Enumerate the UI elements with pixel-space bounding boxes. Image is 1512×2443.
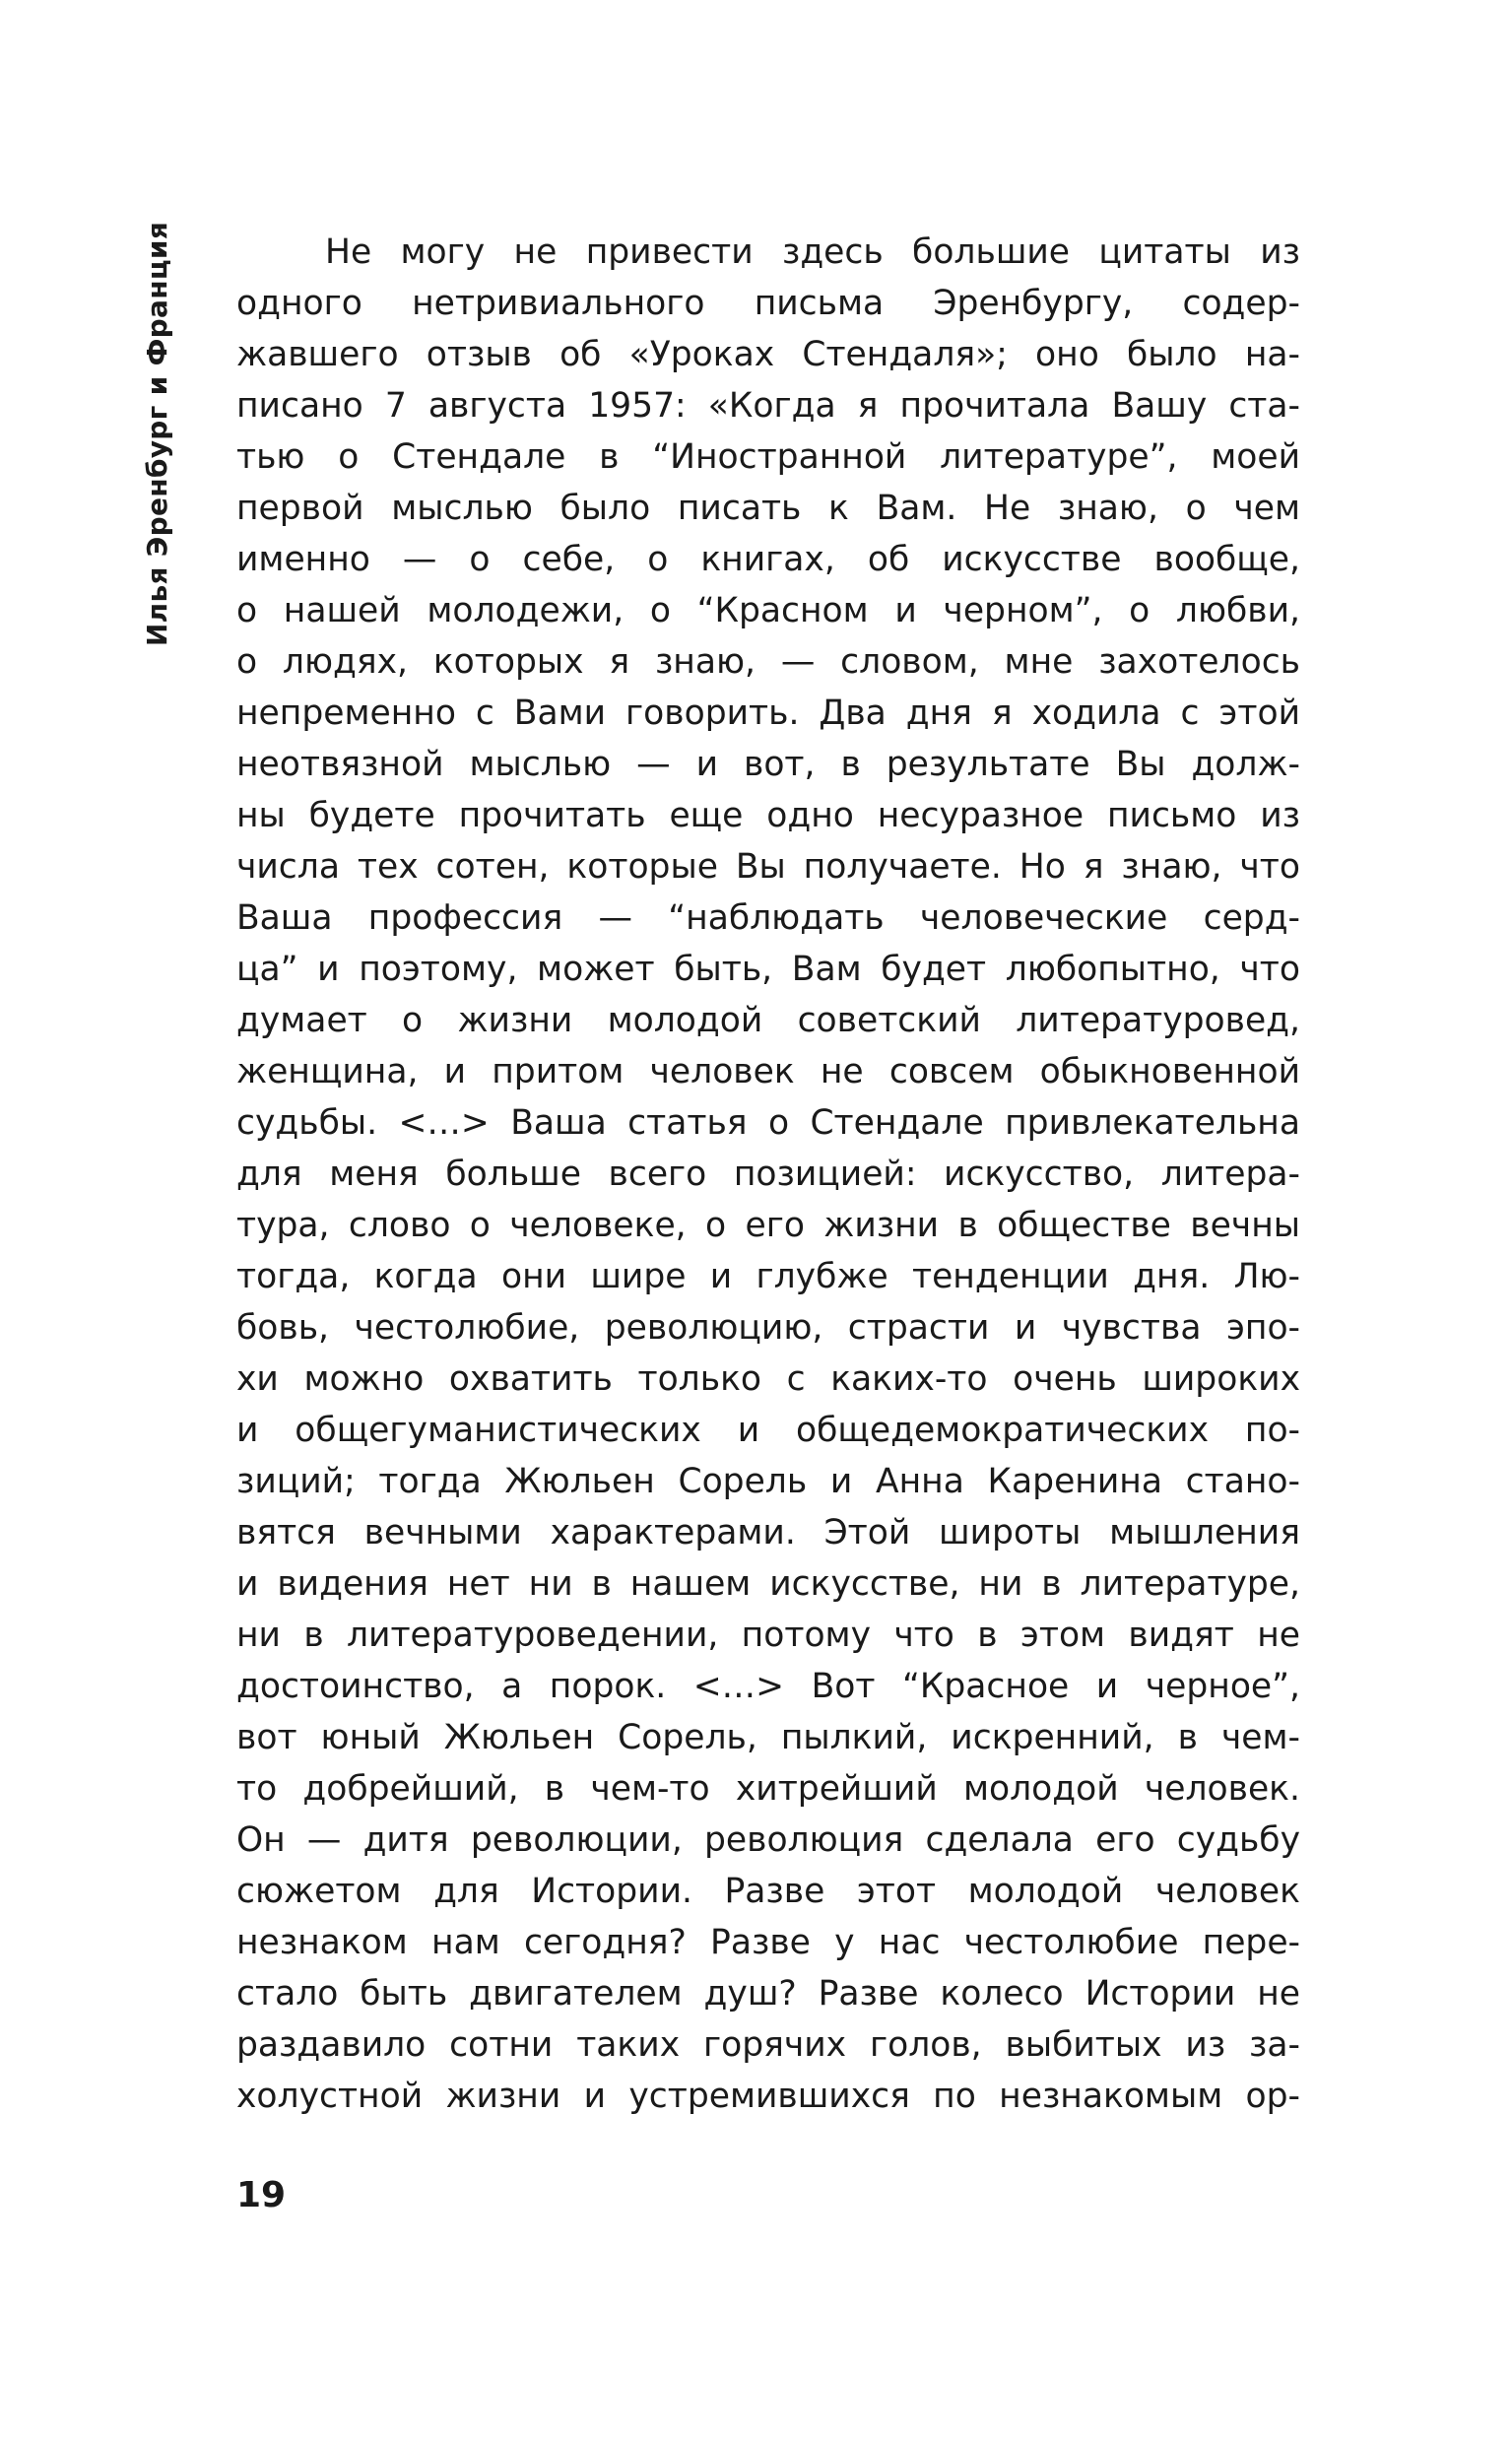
text-line: хи можно охватить только с каких-то очень широких bbox=[236, 1359, 1300, 1399]
text-line: Ваша профессия — “наблюдать человеческие серд- bbox=[236, 898, 1300, 938]
text-line: вот юный Жюльен Сорель, пылкий, искренний, в чем- bbox=[236, 1718, 1300, 1757]
text-line: тью о Стендале в “Иностранной литературе”, моей bbox=[236, 437, 1300, 477]
text-line: стало быть двигателем душ? Разве колесо Истории не bbox=[236, 1974, 1300, 2014]
text-line: судьбы. <…> Ваша статья о Стендале привлекательна bbox=[236, 1103, 1300, 1143]
body-text bbox=[236, 227, 1300, 2122]
text-line: писано 7 августа 1957: «Когда я прочитала Вашу ста- bbox=[236, 386, 1300, 426]
text-line: именно — о себе, о книгах, об искусстве вообще, bbox=[236, 540, 1300, 579]
text-line: зиций; тогда Жюльен Сорель и Анна Каренина стано- bbox=[236, 1462, 1300, 1501]
text-line: Не могу не привести здесь большие цитаты из bbox=[325, 232, 1300, 272]
text-line: то добрейший, в чем-то хитрейший молодой человек. bbox=[236, 1769, 1300, 1809]
text-line: тура, слово о человеке, о его жизни в обществе вечны bbox=[236, 1206, 1300, 1245]
running-head-text: Илья Эренбург и Франция bbox=[141, 221, 174, 646]
text-line: достоинство, а порок. <…> Вот “Красное и черное”, bbox=[236, 1667, 1300, 1706]
text-line: жавшего отзыв об «Уроках Стендаля»; оно было на- bbox=[236, 335, 1300, 374]
text-line: думает о жизни молодой советский литературовед, bbox=[236, 1001, 1300, 1040]
text-line: женщина, и притом человек не совсем обыкновенной bbox=[236, 1052, 1300, 1091]
text-line: ни в литературоведении, потому что в этом видят не bbox=[236, 1616, 1300, 1655]
text-line: незнаком нам сегодня? Разве у нас честолюбие пере- bbox=[236, 1923, 1300, 1962]
text-line: бовь, честолюбие, революцию, страсти и чувства эпо- bbox=[236, 1308, 1300, 1348]
text-line: раздавило сотни таких горячих голов, выбитых из за- bbox=[236, 2025, 1300, 2065]
text-line: вятся вечными характерами. Этой широты мышления bbox=[236, 1513, 1300, 1552]
text-line: сюжетом для Истории. Разве этот молодой человек bbox=[236, 1872, 1300, 1911]
page-number: 19 bbox=[236, 2175, 287, 2215]
text-line: ны будете прочитать еще одно несуразное письмо из bbox=[236, 796, 1300, 835]
text-line: и общегуманистических и общедемократических по- bbox=[236, 1411, 1300, 1450]
text-line: о людях, которых я знаю, — словом, мне захотелось bbox=[236, 642, 1300, 682]
text-line: для меня больше всего позицией: искусство, литера- bbox=[236, 1155, 1300, 1194]
text-line: первой мыслью было писать к Вам. Не знаю, о чем bbox=[236, 489, 1300, 528]
text-line: о нашей молодежи, о “Красном и черном”, о любви, bbox=[236, 591, 1300, 630]
text-line: числа тех сотен, которые Вы получаете. Но я знаю, что bbox=[236, 847, 1300, 887]
text-line: ца” и поэтому, может быть, Вам будет любопытно, что bbox=[236, 950, 1300, 989]
text-line: тогда, когда они шире и глубже тенденции дня. Лю- bbox=[236, 1257, 1300, 1296]
text-line: неотвязной мыслью — и вот, в результате Вы долж- bbox=[236, 745, 1300, 784]
running-head bbox=[136, 222, 179, 645]
text-line: и видения нет ни в нашем искусстве, ни в литературе, bbox=[236, 1564, 1300, 1604]
text-line: одного нетривиального письма Эренбургу, содер- bbox=[236, 284, 1300, 323]
text-line: Он — дитя революции, революция сделала его судьбу bbox=[236, 1820, 1300, 1860]
text-line: непременно с Вами говорить. Два дня я ходила с этой bbox=[236, 693, 1300, 733]
text-line: холустной жизни и устремившихся по незнакомым ор- bbox=[236, 2077, 1300, 2116]
